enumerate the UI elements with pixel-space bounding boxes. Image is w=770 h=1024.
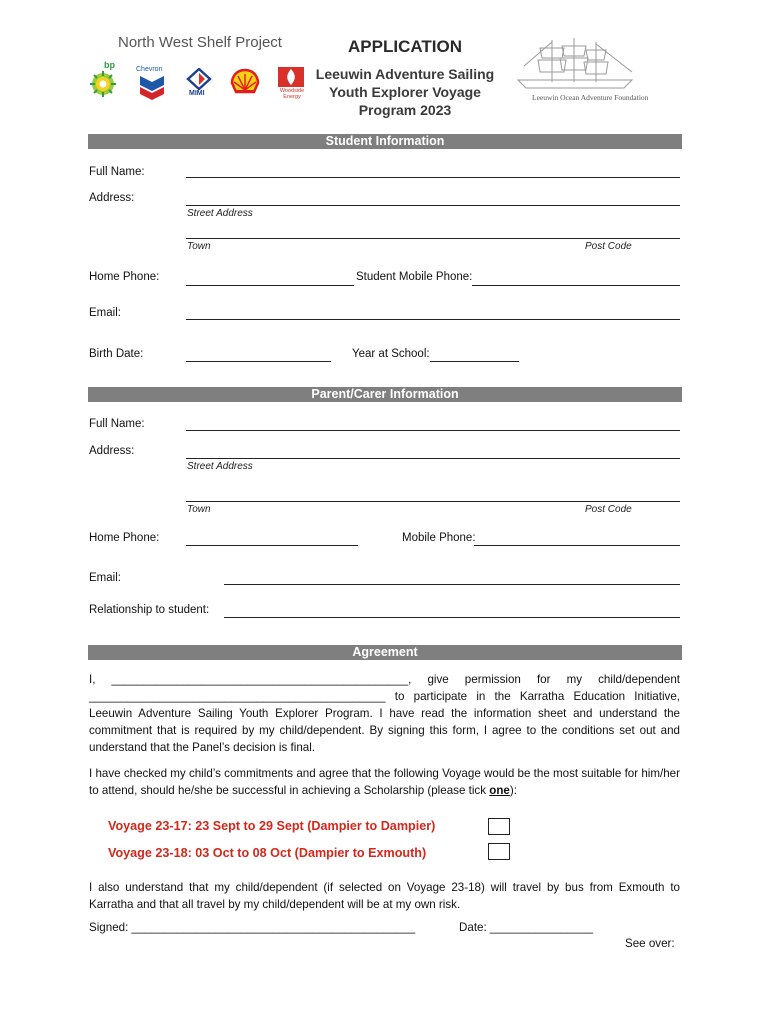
mimi-logo: [186, 68, 212, 100]
ship-logo: [512, 36, 672, 106]
student-full-name-field[interactable]: [186, 177, 680, 178]
student-birth-date-label: Birth Date:: [89, 348, 144, 360]
student-town-field[interactable]: [186, 238, 680, 239]
student-home-phone-label: Home Phone:: [89, 271, 160, 283]
parent-email-field[interactable]: [224, 584, 680, 585]
parent-town-field[interactable]: [186, 501, 680, 502]
parent-post-code-caption: Post Code: [585, 504, 632, 515]
shell-logo: [230, 68, 260, 96]
foundation-name: Leeuwin Ocean Adventure Foundation: [532, 93, 649, 102]
agreement-paragraph-2-end: ):: [509, 784, 517, 797]
voyage-23-17-checkbox[interactable]: [488, 818, 510, 835]
page-title: APPLICATION: [348, 37, 462, 56]
student-year-at-school-label: Year at School:: [352, 348, 430, 360]
student-email-label: Email:: [89, 307, 121, 319]
student-information-heading: Student Information: [88, 134, 682, 149]
parent-home-phone-field[interactable]: [186, 545, 358, 546]
woodside-logo-text: Woodside Energy: [279, 88, 305, 100]
student-town-caption: Town: [187, 241, 211, 252]
mimi-logo-text: MIMI: [189, 90, 205, 97]
parent-full-name-label: Full Name:: [89, 418, 145, 430]
parent-mobile-phone-label: Mobile Phone:: [402, 532, 476, 544]
agreement-paragraph-2-text: I have checked my child’s commitments and agree that the following Voyage would be the most suitable for him/her to attend, should he/she be successful in achieving a Scholarship (please tick: [89, 767, 680, 797]
parent-email-label: Email:: [89, 572, 121, 584]
student-full-name-label: Full Name:: [89, 166, 145, 178]
parent-home-phone-label: Home Phone:: [89, 532, 160, 544]
voyage-23-17-option: Voyage 23-17: 23 Sept to 29 Sept (Dampier to Dampier): [108, 819, 436, 833]
parent-street-address-caption: Street Address: [187, 461, 253, 472]
student-home-phone-field[interactable]: [186, 285, 354, 286]
student-street-address-field[interactable]: [186, 205, 680, 206]
woodside-logo: [277, 66, 307, 100]
parent-full-name-field[interactable]: [186, 430, 680, 431]
program-subtitle-line-3: Program 2023: [358, 102, 452, 118]
relationship-label: Relationship to student:: [89, 604, 210, 616]
agreement-heading: Agreement: [88, 645, 682, 660]
program-subtitle-line-1: Leeuwin Adventure Sailing: [315, 66, 495, 82]
chevron-logo-text: Chevron: [136, 66, 163, 73]
see-over-note: See over:: [625, 937, 675, 950]
chevron-logo: [136, 66, 168, 100]
bp-logo-text: bp: [104, 60, 115, 70]
student-post-code-caption: Post Code: [585, 241, 632, 252]
student-mobile-phone-field[interactable]: [472, 285, 680, 286]
voyage-23-18-checkbox[interactable]: [488, 843, 510, 860]
parent-address-label: Address:: [89, 445, 135, 457]
student-email-field[interactable]: [186, 319, 680, 320]
sponsor-title: North West Shelf Project: [118, 34, 282, 51]
voyage-23-18-option: Voyage 23-18: 03 Oct to 08 Oct (Dampier to Exmouth): [108, 846, 427, 860]
date-field[interactable]: Date: ________________: [459, 921, 594, 934]
tick-one-emphasis: one: [489, 784, 510, 797]
student-address-label: Address:: [89, 192, 135, 204]
relationship-field[interactable]: [224, 617, 680, 618]
agreement-paragraph-1: I, ______________________________________________, give permission for my child/dependent ______________________________________________ to participate in the Karratha Education Initiative, Leeuwin Adventure Sailing Youth Explorer Program. I have read the information sheet and understand the commitment that is required by my child/dependent. By signing this form, I agree to the conditions set out and understand that the Panel’s decision is final.: [89, 673, 680, 754]
student-birth-date-field[interactable]: [186, 361, 331, 362]
parent-street-address-field[interactable]: [186, 458, 680, 459]
student-mobile-phone-label: Student Mobile Phone:: [356, 271, 473, 283]
parent-town-caption: Town: [187, 504, 211, 515]
signed-field[interactable]: Signed: ____________________________________________: [89, 921, 416, 934]
parent-mobile-phone-field[interactable]: [474, 545, 680, 546]
agreement-paragraph-2: [89, 765, 680, 799]
bp-logo: [88, 60, 118, 98]
program-subtitle-line-2: Youth Explorer Voyage: [329, 84, 481, 100]
parent-information-heading: Parent/Carer Information: [88, 387, 682, 402]
student-street-address-caption: Street Address: [187, 208, 253, 219]
student-year-at-school-field[interactable]: [430, 361, 519, 362]
agreement-paragraph-3: I also understand that my child/dependent (if selected on Voyage 23-18) will travel by bus from Exmouth to Karratha and that all travel by my child/dependent will be at my own risk.: [89, 881, 680, 911]
